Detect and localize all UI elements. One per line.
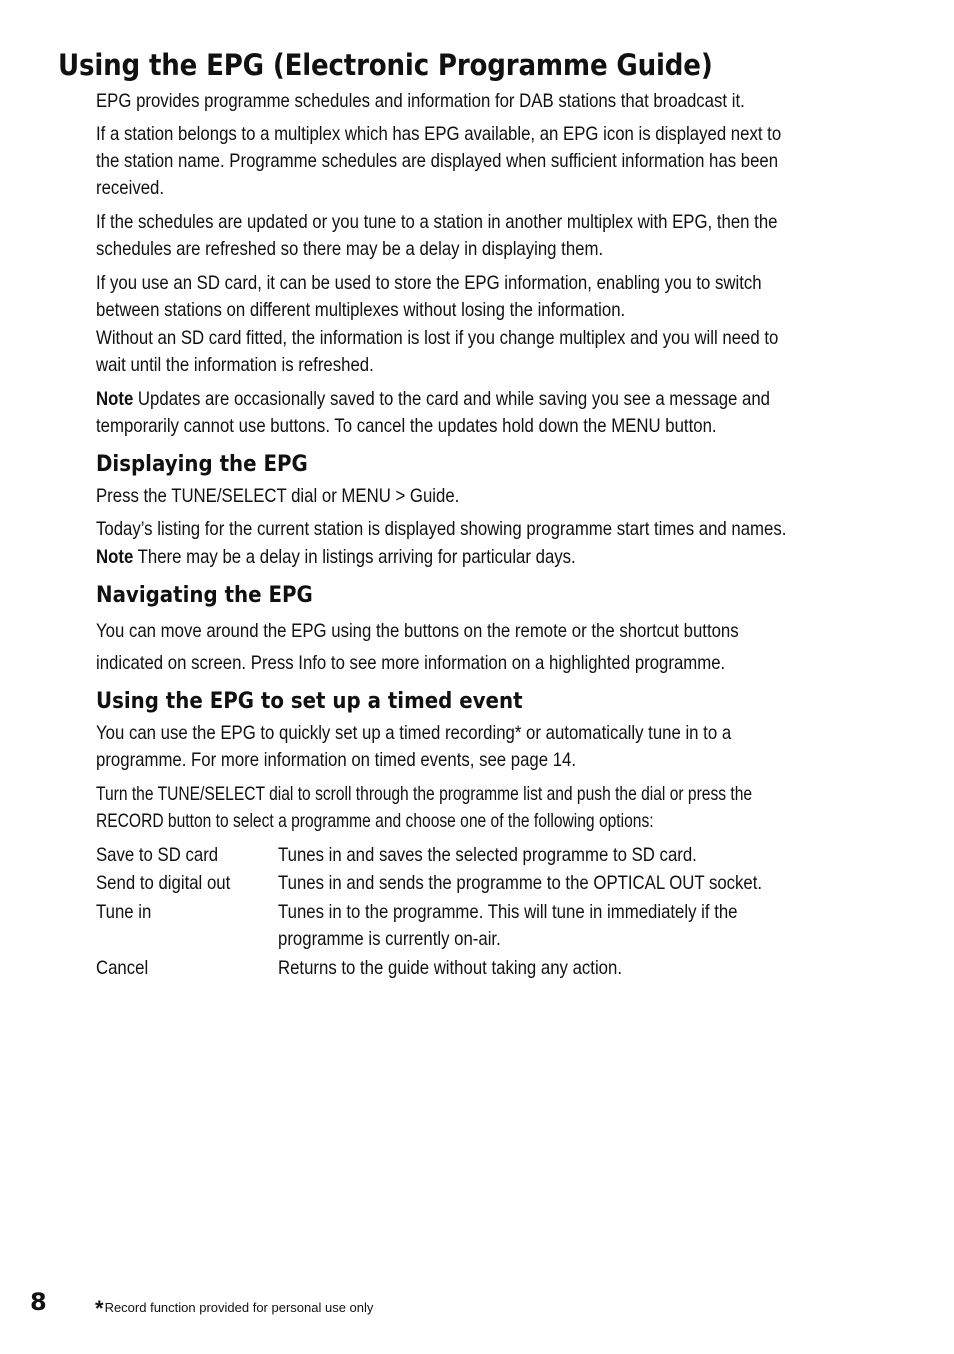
heading-navigating-the-epg: Navigating the EPG <box>96 583 313 608</box>
intro-paragraph-4-line-2: between stations on different multiplexes without losing the information. <box>96 299 626 321</box>
displaying-line-2: Today’s listing for the current station is displayed showing programme start times and names. <box>96 518 787 540</box>
intro-paragraph-4-line-3: Without an SD card fitted, the information is lost if you change multiplex and you will need to <box>96 327 779 349</box>
option-desc-cancel: Returns to the guide without taking any action. <box>278 957 622 979</box>
option-name-tune-in: Tune in <box>96 901 152 923</box>
option-desc-tune-in-continued: programme is currently on-air. <box>278 928 501 950</box>
intro-paragraph-2-line-2: the station name. Programme schedules are displayed when sufficient information has been <box>96 150 779 172</box>
footnote <box>95 1296 373 1322</box>
displaying-line-1: Press the TUNE/SELECT dial or MENU > Guide. <box>96 485 460 507</box>
option-desc-tune-in: Tunes in to the programme. This will tune in immediately if the <box>278 901 738 923</box>
option-name-send-to-digital-out: Send to digital out <box>96 872 231 894</box>
intro-paragraph-2-line-1: If a station belongs to a multiplex which has EPG available, an EPG icon is displayed next to <box>96 123 782 145</box>
intro-paragraph-4-line-1: If you use an SD card, it can be used to store the EPG information, enabling you to switch <box>96 272 762 294</box>
note-label: Note <box>96 388 134 410</box>
displaying-note <box>96 544 576 571</box>
option-desc-send-to-digital-out: Tunes in and sends the programme to the OPTICAL OUT socket. <box>278 872 763 894</box>
timed-line-1: You can use the EPG to quickly set up a timed recording* or automatically tune in to a <box>96 722 732 744</box>
footnote-asterisk: * <box>95 1296 104 1321</box>
note-text: Updates are occasionally saved to the card and while saving you see a message and <box>133 388 770 410</box>
intro-paragraph-1: EPG provides programme schedules and information for DAB stations that broadcast it. <box>96 90 745 112</box>
option-desc-save-to-sd-card: Tunes in and saves the selected programme to SD card. <box>278 844 697 866</box>
timed-line-2: programme. For more information on timed events, see page 14. <box>96 749 577 771</box>
option-name-save-to-sd-card: Save to SD card <box>96 844 219 866</box>
intro-paragraph-4-line-4: wait until the information is refreshed. <box>96 354 374 376</box>
heading-using-the-epg-timed-event: Using the EPG to set up a timed event <box>96 689 523 714</box>
intro-paragraph-3-line-1: If the schedules are updated or you tune to a station in another multiplex with EPG, then the <box>96 211 778 233</box>
note-text: There may be a delay in listings arriving for particular days. <box>133 546 576 568</box>
navigating-line-2: indicated on screen. Press Info to see more information on a highlighted programme. <box>96 652 726 674</box>
option-name-cancel: Cancel <box>96 957 149 979</box>
footnote-text: Record function provided for personal use only <box>104 1300 374 1315</box>
note-label: Note <box>96 546 134 568</box>
heading-displaying-the-epg: Displaying the EPG <box>96 452 308 477</box>
navigating-line-1: You can move around the EPG using the buttons on the remote or the shortcut buttons <box>96 620 739 642</box>
intro-paragraph-3-line-2: schedules are refreshed so there may be a delay in displaying them. <box>96 238 604 260</box>
timed-line-3: Turn the TUNE/SELECT dial to scroll through the programme list and push the dial or press the <box>96 783 753 805</box>
page-title: Using the EPG (Electronic Programme Guide) <box>58 48 713 82</box>
timed-line-4: RECORD button to select a programme and choose one of the following options: <box>96 810 654 832</box>
page-number: 8 <box>30 1288 47 1316</box>
intro-paragraph-2-line-3: received. <box>96 177 165 199</box>
intro-note-line-2: temporarily cannot use buttons. To cancel the updates hold down the MENU button. <box>96 415 717 437</box>
intro-note-line-1 <box>96 386 770 413</box>
